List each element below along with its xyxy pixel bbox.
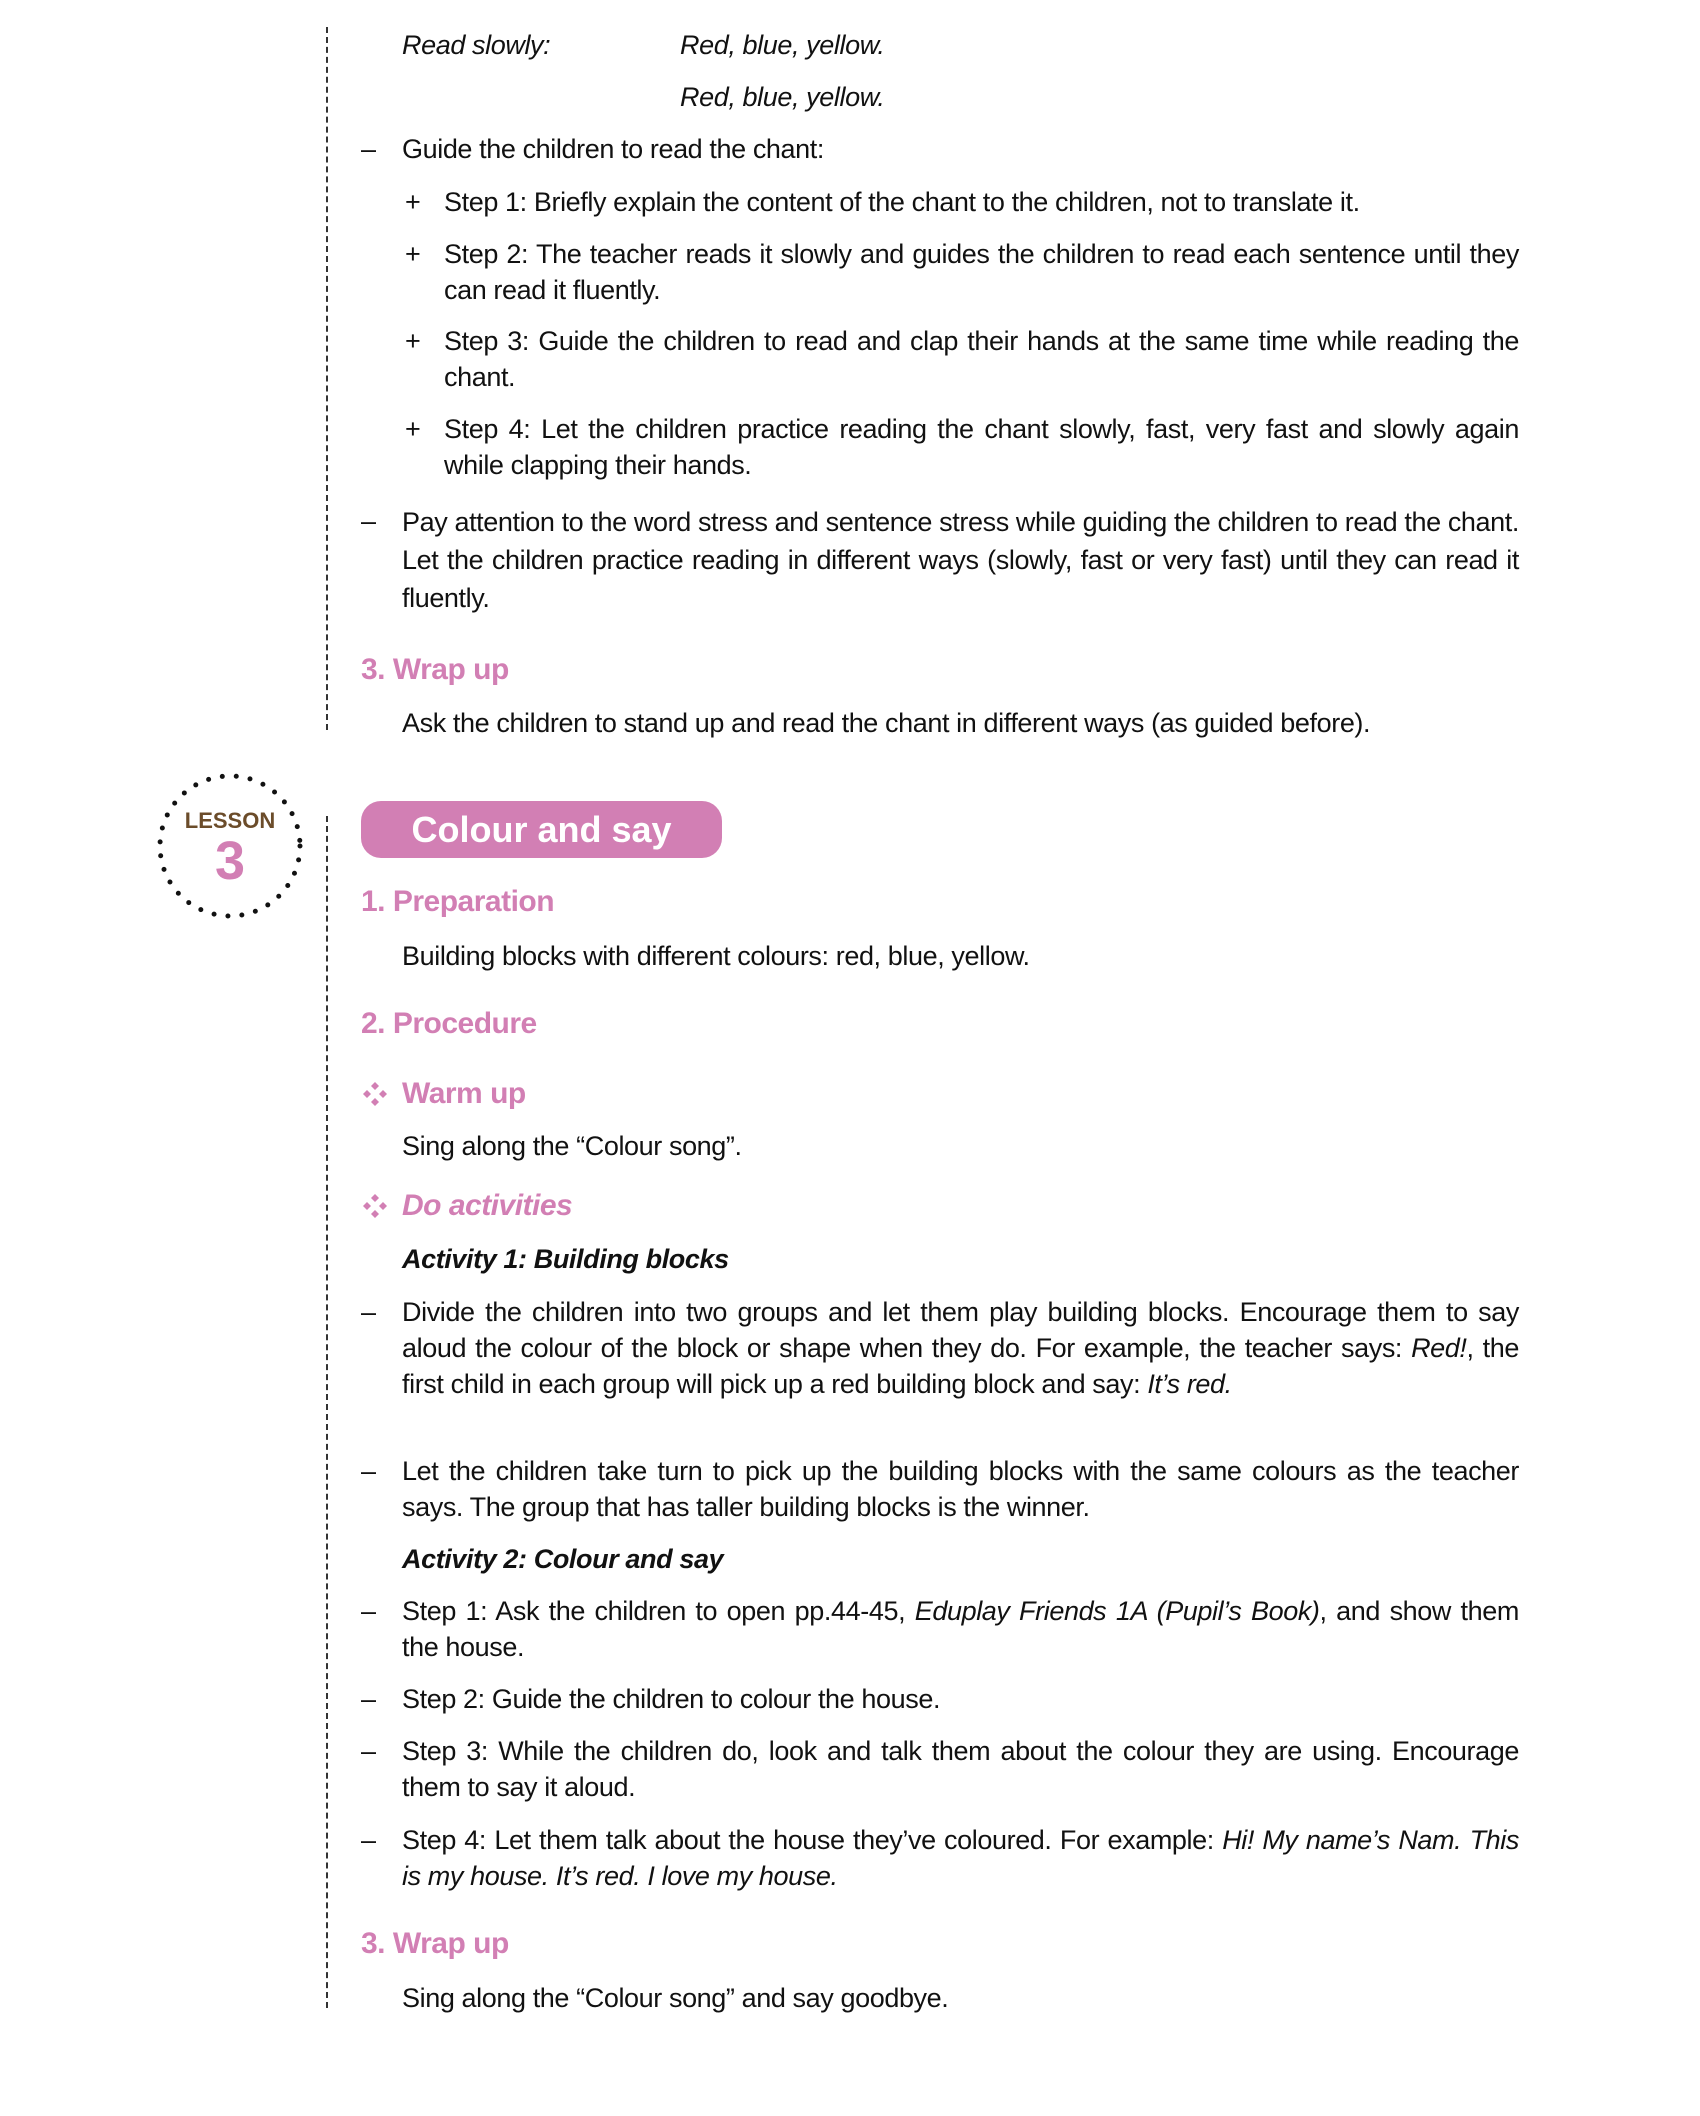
preparation-text: Building blocks with different colours: red, blue, yellow. <box>402 941 1030 971</box>
dash-bullet: – <box>361 1456 377 1486</box>
lesson-label: LESSON <box>184 808 276 833</box>
text: , and show them the house. <box>402 1596 1519 1662</box>
activity-1-title: Activity 1: Building blocks <box>402 1244 729 1274</box>
diamond-bullet-icon <box>360 1191 390 1221</box>
lesson-title: Colour and say <box>361 801 722 858</box>
example-text: It’s red. <box>1147 1369 1232 1399</box>
chant-label: Read slowly: <box>402 30 551 60</box>
lesson-badge <box>156 772 304 920</box>
plus-bullet: + <box>405 187 421 217</box>
dash-bullet: – <box>361 1684 377 1714</box>
guide-attention: Pay attention to the word stress and sentence stress while guiding the children to read the chant. Let the children practice reading in different ways (slowly, fast or very fast) until they can read it fluently. <box>402 507 1519 613</box>
lesson-number: 3 <box>214 831 246 891</box>
dash-bullet: – <box>361 1825 377 1855</box>
dash-bullet: – <box>361 1736 377 1766</box>
activity-2-step <box>402 1593 1519 1665</box>
text: Divide the children into two groups and let them play building blocks. Encourage them to say aloud the colour of the block or shape when they do. For example, the teacher says: <box>402 1297 1519 1363</box>
warm-up-text: Sing along the “Colour song”. <box>402 1131 742 1161</box>
preparation-heading: 1. Preparation <box>361 885 555 918</box>
chant-line: Red, blue, yellow. <box>680 82 885 112</box>
chant-line: Red, blue, yellow. <box>680 30 885 60</box>
text: Step 1: Ask the children to open pp.44-45, <box>402 1596 915 1626</box>
book-title: Eduplay Friends 1A (Pupil’s Book) <box>914 1596 1320 1626</box>
margin-divider-top <box>326 27 328 730</box>
example-text: Red! <box>1411 1333 1467 1363</box>
dash-bullet: – <box>361 1297 377 1327</box>
wrap-up-heading: 3. Wrap up <box>361 1927 509 1960</box>
margin-divider-bottom <box>326 816 328 2008</box>
dash-bullet: – <box>361 1596 377 1626</box>
dash-bullet: – <box>361 506 377 536</box>
guide-step: Step 2: The teacher reads it slowly and guides the children to read each sentence until they can read it fluently. <box>444 239 1519 305</box>
activity-2-title: Activity 2: Colour and say <box>402 1544 724 1574</box>
dash-bullet: – <box>361 134 377 164</box>
text: , the first child in each group will pick up a red building block and say: <box>402 1333 1519 1399</box>
plus-bullet: + <box>405 414 421 444</box>
do-activities-heading: Do activities <box>402 1189 573 1222</box>
activity-2-step <box>402 1822 1519 1894</box>
activity-2-step: Step 2: Guide the children to colour the house. <box>402 1684 941 1714</box>
activity-1-item: Let the children take turn to pick up the building blocks with the same colours as the teacher says. The group that has taller building blocks is the winner. <box>402 1456 1519 1522</box>
guide-step: Step 4: Let the children practice reading the chant slowly, fast, very fast and slowly again while clapping their hands. <box>444 414 1519 480</box>
procedure-heading: 2. Procedure <box>361 1007 537 1040</box>
guide-step: Step 1: Briefly explain the content of the chant to the children, not to translate it. <box>444 187 1360 217</box>
plus-bullet: + <box>405 239 421 269</box>
diamond-bullet-icon <box>360 1079 390 1109</box>
wrap-up-text: Ask the children to stand up and read the chant in different ways (as guided before). <box>402 708 1371 738</box>
warm-up-heading: Warm up <box>402 1077 526 1110</box>
wrap-up-text: Sing along the “Colour song” and say goodbye. <box>402 1983 949 2013</box>
guide-step: Step 3: Guide the children to read and clap their hands at the same time while reading the chant. <box>444 326 1519 392</box>
text: Step 4: Let them talk about the house they’ve coloured. For example: <box>402 1825 1223 1855</box>
guide-intro: Guide the children to read the chant: <box>402 134 824 164</box>
wrap-up-heading: 3. Wrap up <box>361 653 509 686</box>
activity-2-step: Step 3: While the children do, look and talk them about the colour they are using. Encourage them to say it aloud. <box>402 1736 1519 1802</box>
plus-bullet: + <box>405 326 421 356</box>
activity-1-item <box>402 1294 1519 1402</box>
example-text: Hi! My name’s Nam. This is my house. It’s red. I love my house. <box>402 1825 1519 1891</box>
